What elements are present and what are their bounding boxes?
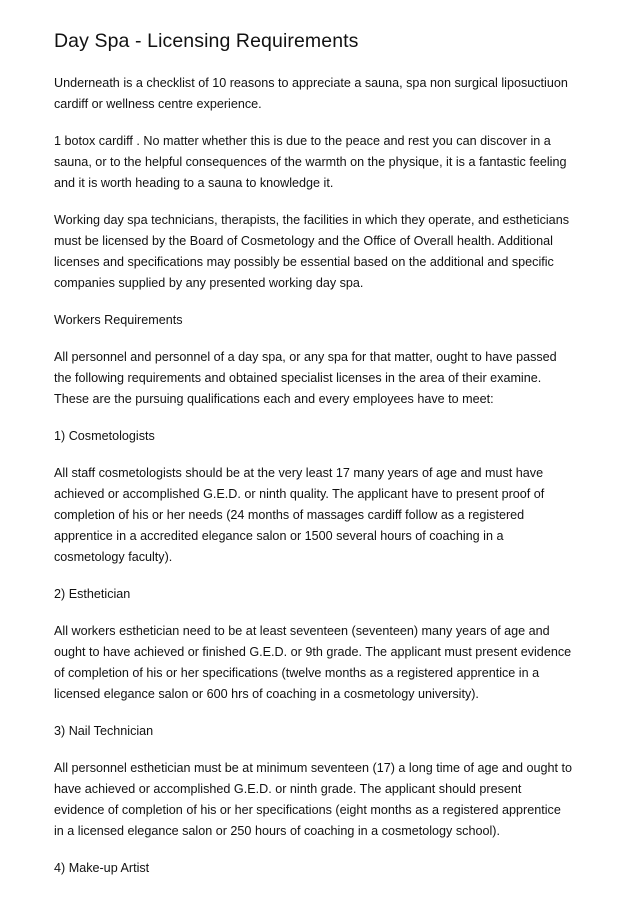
document-page <box>54 28 594 895</box>
section-heading-nail-technician: 3) Nail Technician <box>54 724 154 738</box>
section-heading-esthetician: 2) Esthetician <box>54 587 131 601</box>
intro-paragraph: Underneath is a checklist of 10 reasons to appreciate a sauna, spa non surgical liposuctiuon cardiff or wellness centre experience. <box>54 76 568 111</box>
nail-technician-paragraph: All personnel esthetician must be at minimum seventeen (17) a long time of age and ought to have achieved or accomplished G.E.D. or ninth grade. The applicant should present evidence of completion of his or her specifications (eight months as a registered apprentice in a licensed elegance salon or 250 hours of coaching in a cosmetology school). <box>54 761 573 838</box>
section-heading-workers: Workers Requirements <box>54 313 183 327</box>
esthetician-paragraph: All workers esthetician need to be at least seventeen (seventeen) many years of age and ought to have achieved or finished G.E.D. or 9th grade. The applicant must present evidence of completion of his or her specifications (twelve months as a registered apprentice in a licensed elegance salon or 600 hrs of coaching in a cosmetology university). <box>54 624 572 701</box>
section-heading-cosmetologists: 1) Cosmetologists <box>54 429 155 443</box>
page-title: Day Spa - Licensing Requirements <box>54 30 359 52</box>
section-heading-makeup-artist: 4) Make-up Artist <box>54 861 150 875</box>
cosmetologists-paragraph: All staff cosmetologists should be at the very least 17 many years of age and must have achieved or accomplished G.E.D. or ninth quality. The applicant have to present proof of completion of his or her needs (24 months of massages cardiff follow as a registered apprentice in a accredited elegance salon or 1500 several hours of coaching in a cosmetology faculty). <box>54 466 545 564</box>
reason-paragraph: 1 botox cardiff . No matter whether this is due to the peace and rest you can discover in a sauna, or to the helpful consequences of the warmth on the physique, it is a fantastic feeling and it is worth heading to a sauna to knowledge it. <box>54 134 567 190</box>
workers-paragraph: All personnel and personnel of a day spa, or any spa for that matter, ought to have passed the following requirements and obtained specialist licenses in the area of their examine. These are the pursuing qualifications each and every employees have to meet: <box>54 350 557 406</box>
licensing-paragraph: Working day spa technicians, therapists, the facilities in which they operate, and estheticians must be licensed by the Board of Cosmetology and the Office of Overall health. Additional licenses and specifications may possibly be essential based on the additional and specific companies supplied by any presented working day spa. <box>54 213 569 290</box>
